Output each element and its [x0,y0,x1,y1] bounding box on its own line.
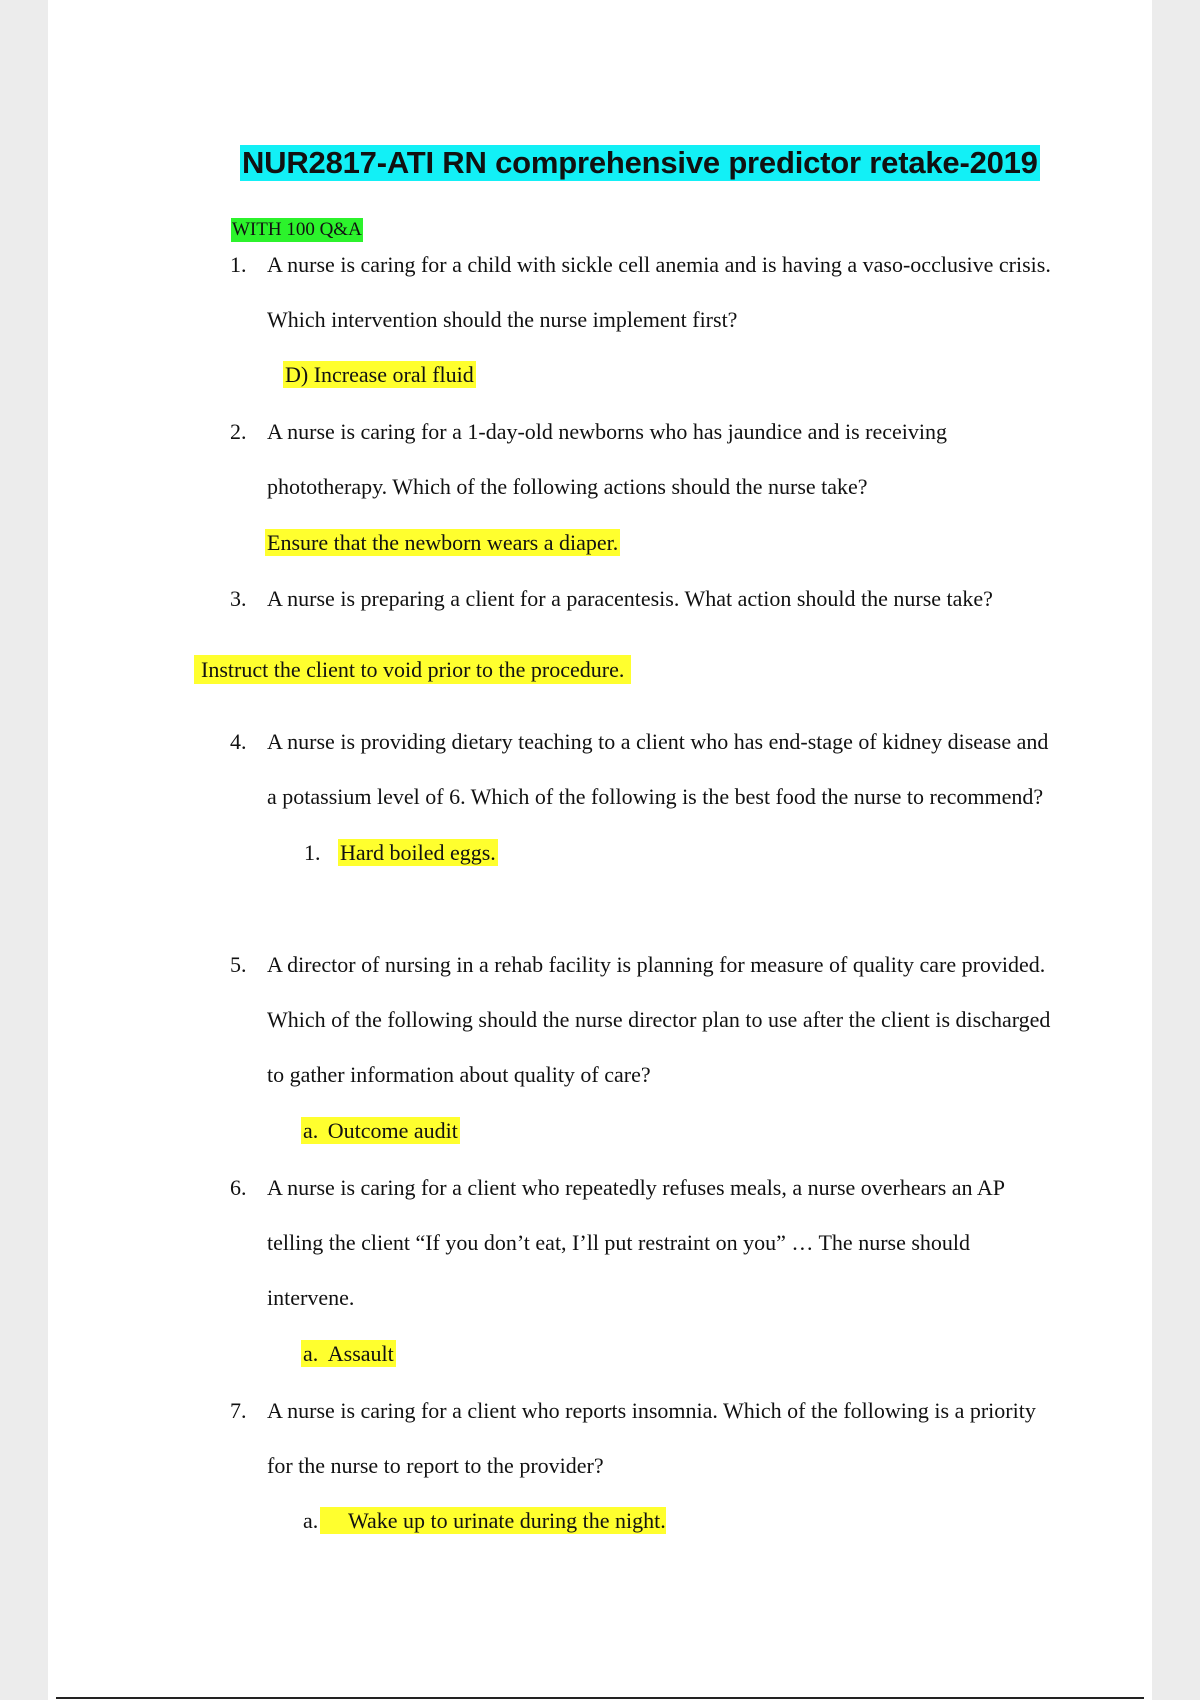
question-4-answer [338,838,498,868]
document-subtitle: WITH 100 Q&A [232,219,362,240]
question-6-line-2: telling the client “If you don’t eat, I’ll put restraint on you” … The nurse should [267,1230,971,1255]
page-bottom-rule [56,1697,1144,1699]
question-1-line-1: A nurse is caring for a child with sickle cell anemia and is having a vaso-occlusive crisis. [267,252,1051,277]
question-4-line-2: a potassium level of 6. Which of the following is the best food the nurse to recommend? [267,784,1044,809]
question-7-number: 7. [230,1398,247,1423]
question-2-answer-text: Ensure that the newborn wears a diaper. [267,530,619,555]
question-4-line-1: A nurse is providing dietary teaching to a client who has end-stage of kidney disease and [267,729,1049,754]
question-1-answer [283,360,476,390]
question-2-line-2: phototherapy. Which of the following actions should the nurse take? [267,474,868,499]
question-1-answer-text: D) Increase oral fluid [285,362,474,387]
question-2-line-1: A nurse is caring for a 1-day-old newborns who has jaundice and is receiving [267,419,947,444]
question-5-line-2: Which of the following should the nurse director plan to use after the client is discharged [267,1007,1051,1032]
question-6-answer [301,1339,396,1369]
question-3-answer-text: Instruct the client to void prior to the procedure. [194,655,631,684]
question-1-line-2: Which intervention should the nurse implement first? [267,307,738,332]
question-1-number: 1. [230,252,247,277]
question-7-answer-text: Wake up to urinate during the night. [320,1507,666,1534]
question-3-answer [194,655,631,685]
question-6-line-1: A nurse is caring for a client who repeatedly refuses meals, a nurse overhears an AP [267,1175,1005,1200]
question-5-number: 5. [230,952,247,977]
question-2-answer [265,528,620,558]
question-7-line-2: for the nurse to report to the provider? [267,1453,604,1478]
question-7-answer-marker: a. [303,1508,319,1533]
question-5-answer [301,1116,460,1146]
question-5-line-3: to gather information about quality of care? [267,1062,651,1087]
question-6-line-3: intervene. [267,1285,355,1310]
question-4-answer-text: Hard boiled eggs. [340,840,496,865]
question-5-line-1: A director of nursing in a rehab facility is planning for measure of quality care provided. [267,952,1046,977]
question-4-answer-marker: 1. [304,840,321,865]
question-6-number: 6. [230,1175,247,1200]
question-6-answer-text: Assault [327,1341,394,1366]
question-5-answer-text: Outcome audit [327,1118,458,1143]
question-7-line-1: A nurse is caring for a client who reports insomnia. Which of the following is a priority [267,1398,1036,1423]
document-title: NUR2817-ATI RN comprehensive predictor retake-2019 [242,145,1038,180]
question-4-number: 4. [230,729,247,754]
question-6-answer-marker: a. [303,1341,324,1366]
document-page [48,0,1152,1700]
question-5-answer-marker: a. [303,1118,324,1143]
question-3-number: 3. [230,586,247,611]
question-7-answer [320,1506,666,1536]
question-2-number: 2. [230,419,247,444]
question-3-line-1: A nurse is preparing a client for a paracentesis. What action should the nurse take? [267,586,993,611]
